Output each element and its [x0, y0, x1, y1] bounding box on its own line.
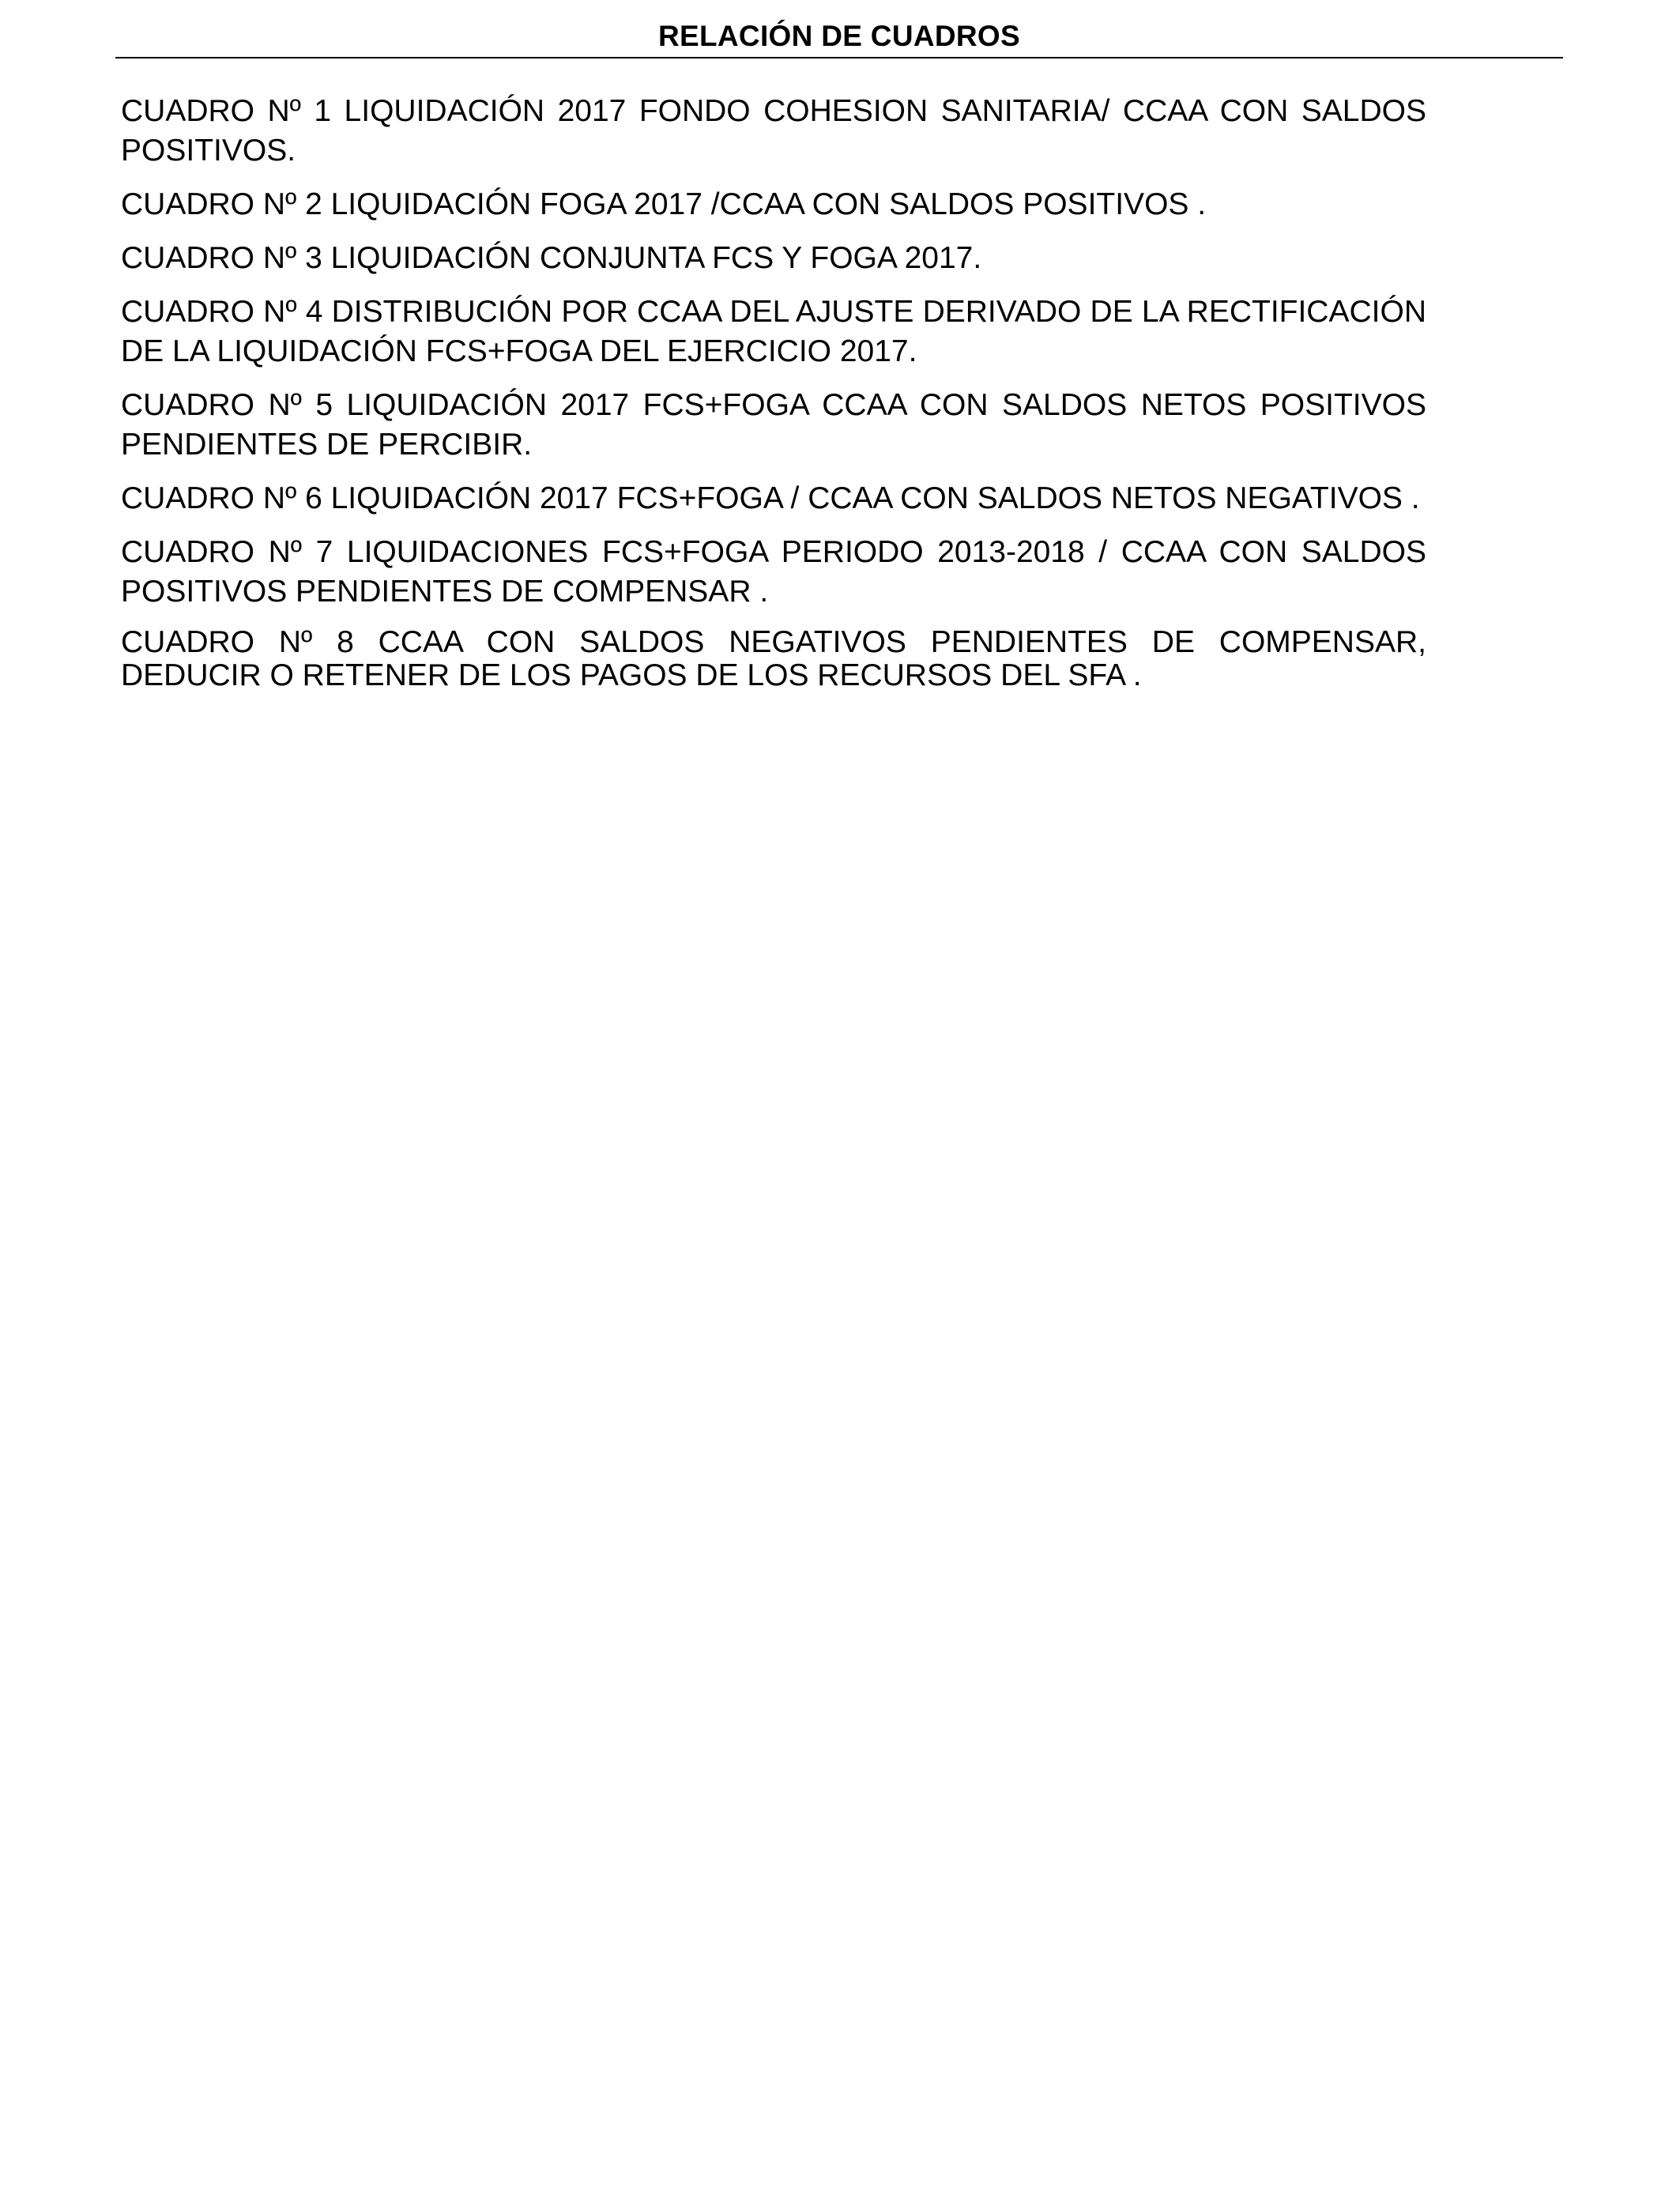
list-item-cuadro-7: CUADRO Nº 7 LIQUIDACIONES FCS+FOGA PERIODO 2013-2018 / CCAA CON SALDOS POSITIVOS PENDIENTES DE COMPENSAR .	[121, 535, 1426, 609]
list-item-cuadro-3: CUADRO Nº 3 LIQUIDACIÓN CONJUNTA FCS Y FOGA 2017.	[121, 241, 982, 275]
list-item-cuadro-6: CUADRO Nº 6 LIQUIDACIÓN 2017 FCS+FOGA / CCAA CON SALDOS NETOS NEGATIVOS .	[121, 481, 1420, 515]
list-item-cuadro-4: CUADRO Nº 4 DISTRIBUCIÓN POR CCAA DEL AJUSTE DERIVADO DE LA RECTIFICACIÓN DE LA LIQUIDACIÓN FCS+FOGA DEL EJERCICIO 2017.	[121, 295, 1426, 368]
list-item-cuadro-1: CUADRO Nº 1 LIQUIDACIÓN 2017 FONDO COHESION SANITARIA/ CCAA CON SALDOS POSITIVOS.	[121, 94, 1426, 168]
list-item-cuadro-8: CUADRO Nº 8 CCAA CON SALDOS NEGATIVOS PENDIENTES DE COMPENSAR, DEDUCIR O RETENER DE LOS PAGOS DE LOS RECURSOS DEL SFA .	[121, 625, 1426, 692]
table-list	[121, 92, 1426, 707]
list-item-cuadro-5: CUADRO Nº 5 LIQUIDACIÓN 2017 FCS+FOGA CCAA CON SALDOS NETOS POSITIVOS PENDIENTES DE PERCIBIR.	[121, 388, 1426, 462]
page-title: RELACIÓN DE CUADROS	[658, 20, 1020, 52]
list-item-cuadro-2: CUADRO Nº 2 LIQUIDACIÓN FOGA 2017 /CCAA CON SALDOS POSITIVOS .	[121, 187, 1207, 221]
title-underline	[115, 57, 1563, 58]
